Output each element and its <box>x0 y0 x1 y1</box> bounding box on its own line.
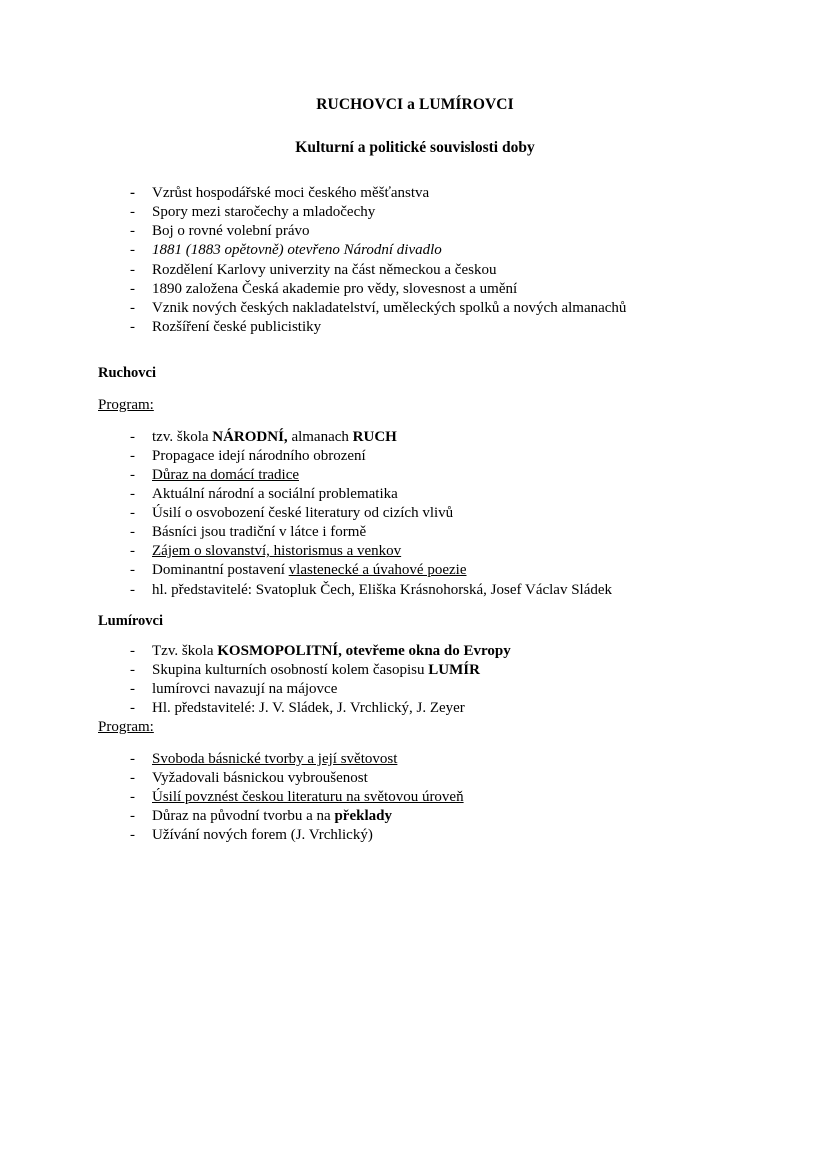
list-item-text: 1881 (1883 opětovně) otevřeno Národní divadlo <box>152 242 442 259</box>
list-bullet-dash: - <box>130 642 135 659</box>
list-item-text <box>152 643 511 659</box>
list-bullet-dash: - <box>130 223 135 240</box>
text-run: Úsilí povznést českou literaturu na světovou úroveň <box>152 789 464 806</box>
list-bullet-dash: - <box>130 505 135 522</box>
list-item-text <box>152 751 397 767</box>
document-content <box>98 96 732 845</box>
list-item-text: Rozdělení Karlovy univerzity na část německou a českou <box>152 261 497 278</box>
list-bullet-dash: - <box>130 185 135 202</box>
list-bullet-dash: - <box>130 299 135 316</box>
text-run: RUCH <box>352 428 397 445</box>
list-item <box>98 184 732 203</box>
list-item <box>98 203 732 222</box>
list-item-text <box>152 662 480 678</box>
list-bullet-dash: - <box>130 543 135 560</box>
text-run: Hl. představitelé: J. V. Sládek, J. Vrchlický, J. Zeyer <box>152 700 465 717</box>
list-bullet-dash: - <box>130 808 135 825</box>
list-bullet-dash: - <box>130 428 135 445</box>
text-run: Důraz na původní tvorbu a na <box>152 808 335 825</box>
list-item <box>98 769 732 788</box>
list-bullet-dash: - <box>130 242 135 259</box>
section-heading-ruchovci: Ruchovci <box>98 364 156 381</box>
list-item <box>98 466 732 485</box>
document-subtitle: Kulturní a politické souvislosti doby <box>295 138 535 156</box>
list-item-text <box>152 429 397 445</box>
text-run: NÁRODNÍ, <box>212 428 288 445</box>
list-item <box>98 261 732 280</box>
list-item-text <box>152 681 337 697</box>
list-item <box>98 661 732 680</box>
list-item-text <box>152 789 464 805</box>
list-item <box>98 642 732 661</box>
document-title: RUCHOVCI a LUMÍROVCI <box>316 96 514 113</box>
list-item <box>98 581 732 600</box>
list-item <box>98 807 732 826</box>
list-item <box>98 542 732 561</box>
list-item-text <box>152 770 368 786</box>
list-item <box>98 750 732 769</box>
text-run: Úsilí o osvobození české literatury od cizích vlivů <box>152 505 454 522</box>
list-item-text: Spory mezi staročechy a mladočechy <box>152 204 376 221</box>
list-bullet-dash: - <box>130 524 135 541</box>
text-run: Důraz na domácí tradice <box>152 467 300 483</box>
lumirovci-program-label-wrap <box>98 718 732 737</box>
text-run: překlady <box>334 808 392 825</box>
lumirovci-list-after-program <box>98 750 732 845</box>
list-item-text <box>152 524 366 540</box>
text-run: almanach <box>287 428 353 445</box>
program-label-lumirovci: Program: <box>98 719 154 736</box>
list-bullet-dash: - <box>130 486 135 503</box>
list-bullet-dash: - <box>130 750 135 767</box>
list-item <box>98 428 732 447</box>
list-bullet-dash: - <box>130 261 135 278</box>
list-bullet-dash: - <box>130 770 135 786</box>
list-item-text <box>152 808 392 824</box>
list-item <box>98 485 732 504</box>
list-bullet-dash: - <box>130 204 135 221</box>
lumirovci-list-before-program <box>98 642 732 718</box>
ruchovci-program-label-wrap <box>98 396 732 415</box>
text-run: Aktuální národní a sociální problematika <box>152 486 398 503</box>
list-item <box>98 699 732 718</box>
text-run: Básníci jsou tradiční v látce i formě <box>152 524 367 541</box>
list-bullet-dash: - <box>130 562 135 579</box>
list-item-text: 1890 založena Česká akademie pro vědy, slovesnost a umění <box>152 280 518 297</box>
text-run: LUMÍR <box>428 661 480 678</box>
list-item <box>98 504 732 523</box>
intro-list <box>98 184 732 337</box>
list-bullet-dash: - <box>130 581 135 598</box>
text-run: Užívání nových forem (J. Vrchlický) <box>152 827 373 844</box>
text-run: lumírovci navazují na májovce <box>152 680 338 697</box>
list-item-text: Vznik nových českých nakladatelství, uměleckých spolků a nových almanachů <box>152 299 627 316</box>
list-item <box>98 561 732 580</box>
text-run: Dominantní postavení <box>152 562 289 579</box>
list-bullet-dash: - <box>130 467 135 483</box>
list-bullet-dash: - <box>130 827 135 844</box>
ruchovci-list <box>98 428 732 600</box>
list-item <box>98 788 732 807</box>
list-bullet-dash: - <box>130 661 135 678</box>
program-label-ruchovci: Program: <box>98 397 154 414</box>
list-item <box>98 826 732 845</box>
text-run: Propagace idejí národního obrození <box>152 447 366 464</box>
list-item-text <box>152 543 401 559</box>
list-item-text <box>152 582 612 598</box>
list-item <box>98 241 732 260</box>
list-item-text: Rozšíření české publicistiky <box>152 318 322 335</box>
list-item <box>98 523 732 542</box>
list-bullet-dash: - <box>130 680 135 697</box>
text-run: KOSMOPOLITNÍ, otevřeme okna do Evropy <box>217 642 511 659</box>
list-bullet-dash: - <box>130 700 135 717</box>
text-run: tzv. škola <box>152 428 213 445</box>
list-item-text <box>152 827 373 843</box>
text-run: Skupina kulturních osobností kolem časopisu <box>152 661 429 678</box>
list-item <box>98 318 732 337</box>
text-run: Vyžadovali básnickou vybroušenost <box>152 770 368 786</box>
text-run: Tzv. škola <box>152 642 218 659</box>
list-item <box>98 299 732 318</box>
list-item-text <box>152 467 299 483</box>
text-run: Svoboda básnické tvorby a její světovost <box>152 750 398 767</box>
list-item-text <box>152 700 465 716</box>
text-run: vlastenecké a úvahové poezie <box>288 562 467 579</box>
text-run: Zájem o slovanství, historismus a venkov <box>152 543 402 560</box>
list-item <box>98 447 732 466</box>
list-item-text <box>152 486 398 502</box>
list-bullet-dash: - <box>130 318 135 335</box>
text-run: hl. představitelé: Svatopluk Čech, Eliška Krásnohorská, Josef Václav Sládek <box>152 581 613 598</box>
list-item-text <box>152 448 366 464</box>
list-item <box>98 222 732 241</box>
list-item-text: Boj o rovné volební právo <box>152 223 310 240</box>
list-bullet-dash: - <box>130 280 135 297</box>
list-bullet-dash: - <box>130 789 135 806</box>
list-item <box>98 280 732 299</box>
list-item <box>98 680 732 699</box>
list-bullet-dash: - <box>130 447 135 464</box>
list-item-text: Vzrůst hospodářské moci českého měšťanstva <box>152 185 430 202</box>
list-item-text <box>152 562 466 578</box>
list-item-text <box>152 505 453 521</box>
section-heading-lumirovci: Lumírovci <box>98 612 163 629</box>
